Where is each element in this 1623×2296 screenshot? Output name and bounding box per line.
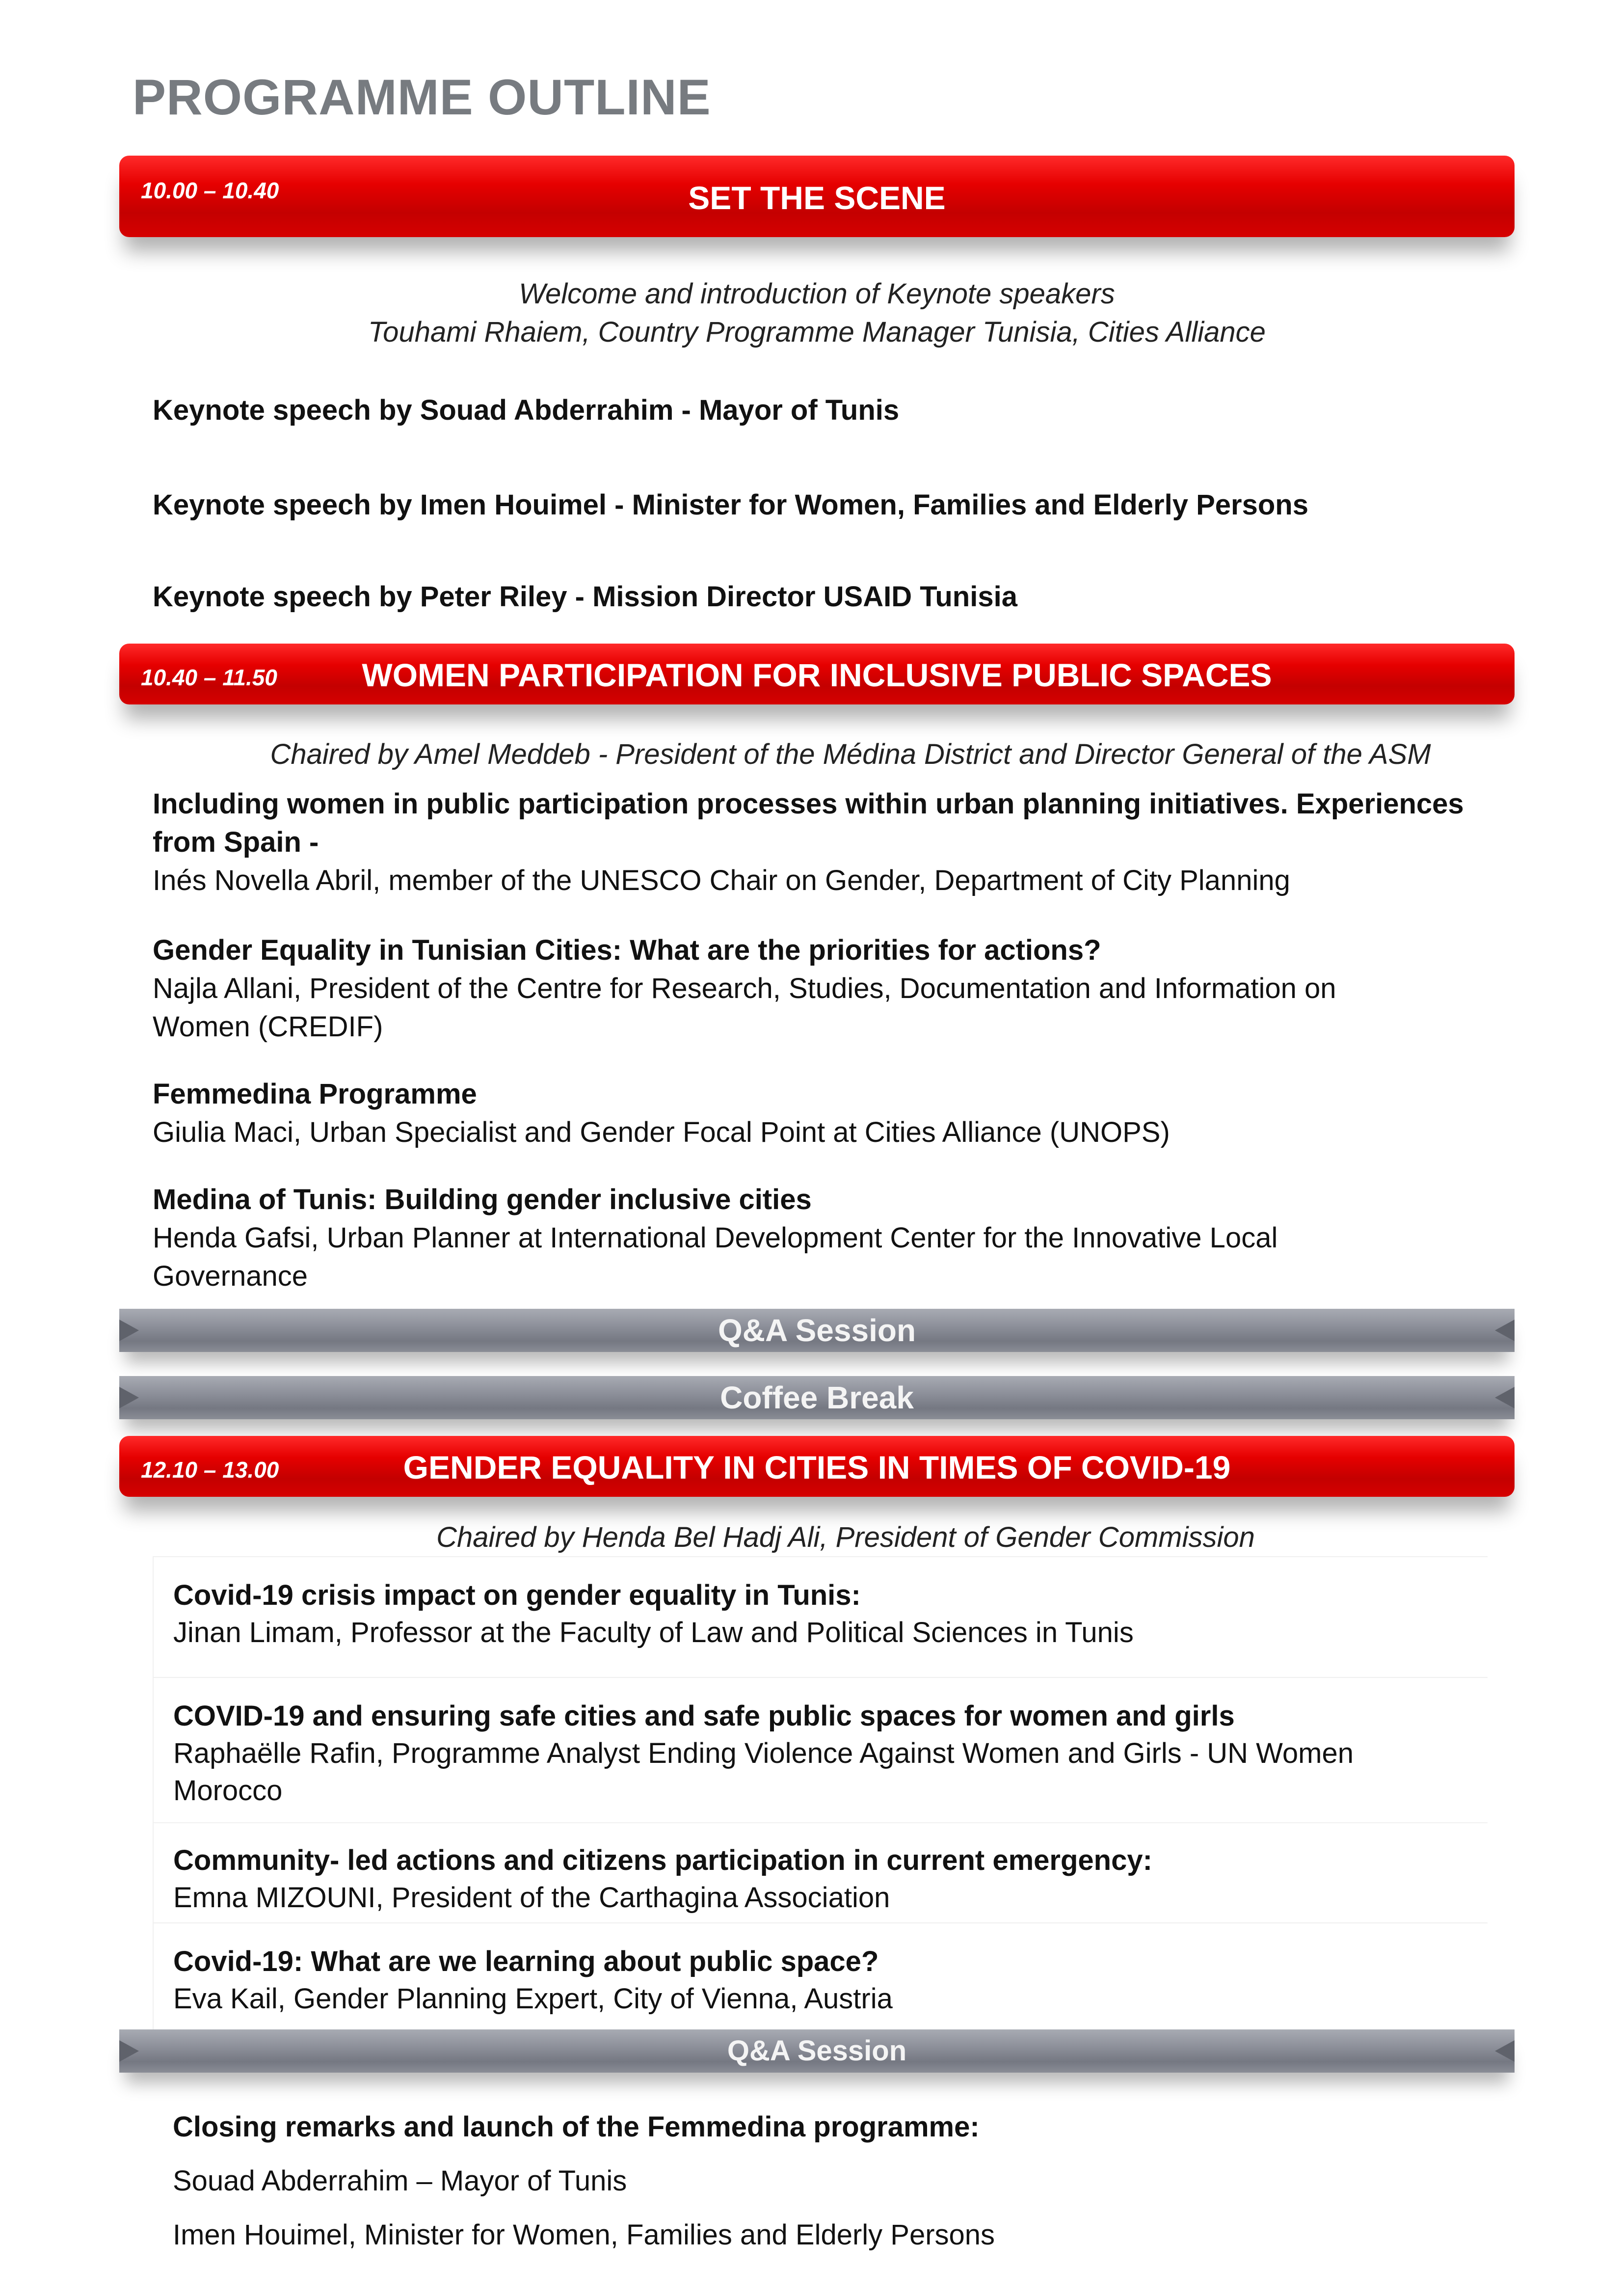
- agenda-item-speaker: Giulia Maci, Urban Specialist and Gender Focal Point at Cities Alliance (UNOPS): [153, 1116, 1170, 1148]
- section-heading: WOMEN PARTICIPATION FOR INCLUSIVE PUBLIC SPACES: [362, 657, 1272, 693]
- agenda-item: [153, 1075, 1497, 1152]
- agenda-box: [153, 1677, 1488, 1823]
- section-heading: SET THE SCENE: [688, 180, 946, 216]
- agenda-item-speaker: Henda Gafsi, Urban Planner at International Development Center for the Innovative Local: [153, 1222, 1278, 1254]
- agenda-item-speaker: Women (CREDIF): [153, 1011, 383, 1043]
- agenda-item-speaker: Emna MIZOUNI, President of the Carthagina Association: [173, 1882, 890, 1914]
- section-time: 10.00 – 10.40: [141, 178, 279, 203]
- section-heading: GENDER EQUALITY IN CITIES IN TIMES OF COVID-19: [403, 1449, 1231, 1486]
- qa-session-label: Q&A Session: [727, 2035, 907, 2067]
- section-time: 12.10 – 13.00: [141, 1457, 279, 1483]
- agenda-item-title: Gender Equality in Tunisian Cities: What are the priorities for actions?: [153, 934, 1101, 966]
- section-bar-set-the-scene: [119, 156, 1515, 237]
- agenda-item-title: from Spain -: [153, 826, 319, 858]
- intro-speaker: Touhami Rhaiem, Country Programme Manager Tunisia, Cities Alliance: [368, 316, 1266, 348]
- qa-session-banner: [119, 1309, 1515, 1352]
- agenda-item-speaker: Raphaëlle Rafin, Programme Analyst Ending Violence Against Women and Girls - UN Women: [173, 1737, 1354, 1769]
- coffee-break-label: Coffee Break: [720, 1380, 914, 1415]
- agenda-item-title: COVID-19 and ensuring safe cities and safe public spaces for women and girls: [173, 1700, 1235, 1732]
- agenda-item-speaker: Governance: [153, 1260, 308, 1292]
- qa-session-label: Q&A Session: [718, 1313, 916, 1348]
- intro-line: Welcome and introduction of Keynote speakers: [519, 278, 1115, 310]
- page-title: PROGRAMME OUTLINE: [133, 69, 711, 125]
- agenda-item-speaker: Eva Kail, Gender Planning Expert, City of Vienna, Austria: [173, 1983, 893, 2015]
- agenda-item: [153, 1181, 1497, 1296]
- closing-speaker: Souad Abderrahim – Mayor of Tunis: [173, 2165, 627, 2197]
- agenda-item-speaker: Jinan Limam, Professor at the Faculty of Law and Political Sciences in Tunis: [173, 1617, 1134, 1648]
- closing-speaker: Imen Houimel, Minister for Women, Families and Elderly Persons: [173, 2219, 995, 2251]
- qa-session-banner: [119, 2029, 1515, 2073]
- closing-title: Closing remarks and launch of the Femmedina programme:: [173, 2111, 980, 2143]
- agenda-item: [173, 1943, 893, 2018]
- agenda-item-speaker: Inés Novella Abril, member of the UNESCO Chair on Gender, Department of City Planning: [153, 864, 1290, 896]
- agenda-item: [153, 785, 1497, 900]
- section-bar-women-participation: [119, 644, 1515, 704]
- agenda-item: [173, 1698, 1354, 1810]
- section-bar-covid: [119, 1436, 1515, 1497]
- agenda-item: [173, 1842, 1152, 1917]
- agenda-item-title: Including women in public participation processes within urban planning initiatives. Experiences: [153, 788, 1464, 820]
- agenda-item-title: Covid-19 crisis impact on gender equality in Tunis:: [173, 1579, 861, 1611]
- agenda-item-title: Femmedina Programme: [153, 1078, 477, 1110]
- session-chair: Chaired by Amel Meddeb - President of the Médina District and Director General of the ASM: [270, 738, 1431, 770]
- agenda-item-title: Community- led actions and citizens participation in current emergency:: [173, 1844, 1152, 1876]
- section-time: 10.40 – 11.50: [141, 665, 277, 690]
- keynote-item: Keynote speech by Imen Houimel - Minister for Women, Families and Elderly Persons: [153, 489, 1308, 521]
- keynote-item: Keynote speech by Souad Abderrahim - Mayor of Tunis: [153, 394, 900, 426]
- coffee-break-banner: [119, 1376, 1515, 1419]
- keynote-item: Keynote speech by Peter Riley - Mission Director USAID Tunisia: [153, 581, 1017, 613]
- agenda-box: [153, 1822, 1488, 1923]
- agenda-item-title: Medina of Tunis: Building gender inclusive cities: [153, 1184, 812, 1216]
- agenda-box: [153, 1556, 1488, 1678]
- agenda-item-speaker: Morocco: [173, 1775, 283, 1807]
- session-chair: Chaired by Henda Bel Hadj Ali, President of Gender Commission: [436, 1521, 1255, 1553]
- agenda-item-title: Covid-19: What are we learning about public space?: [173, 1945, 879, 1977]
- agenda-item: [153, 931, 1497, 1046]
- agenda-item: [173, 1577, 1134, 1651]
- agenda-item-speaker: Najla Allani, President of the Centre for Research, Studies, Documentation and Information on: [153, 972, 1336, 1004]
- agenda-box: [153, 1922, 1488, 2030]
